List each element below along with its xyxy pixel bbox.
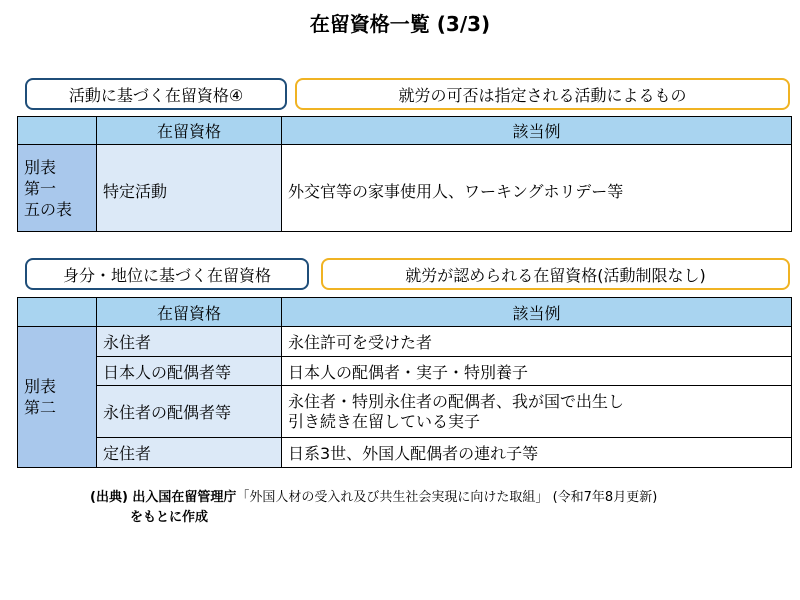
status-table-status xyxy=(17,297,792,468)
example-cell: 日系3世、外国人配偶者の連れ子等 xyxy=(282,438,792,468)
status-name-cell: 特定活動 xyxy=(97,145,282,232)
table-row xyxy=(18,327,792,357)
source-line xyxy=(90,488,657,508)
category-line: 別表 xyxy=(24,377,57,396)
work-permission-note-activity: 就労の可否は指定される活動によるもの xyxy=(295,78,790,110)
header-example: 該当例 xyxy=(282,117,792,145)
status-table-activity xyxy=(17,116,792,232)
example-line: 永住者・特別永住者の配偶者、我が国で出生し xyxy=(288,391,625,411)
header-status: 在留資格 xyxy=(97,117,282,145)
category-line: 別表 xyxy=(24,157,57,177)
source-date: (令和7年8月更新) xyxy=(552,490,658,505)
source-prefix: (出典) 出入国在留管理庁 xyxy=(90,490,237,505)
header-blank-cell xyxy=(18,117,97,145)
status-name-cell: 永住者 xyxy=(97,327,282,357)
example-cell: 永住許可を受けた者 xyxy=(282,327,792,357)
page-title: 在留資格一覧 (3/3) xyxy=(309,12,491,36)
status-name-cell: 日本人の配偶者等 xyxy=(97,357,282,386)
source-note xyxy=(90,488,657,528)
header-blank-cell xyxy=(18,298,97,327)
category-cell xyxy=(18,145,97,232)
table-row xyxy=(18,386,792,438)
status-name-cell: 定住者 xyxy=(97,438,282,468)
source-line2: をもとに作成 xyxy=(130,510,209,525)
table-header-row xyxy=(18,298,792,327)
header-example: 該当例 xyxy=(282,298,792,327)
work-permission-note-status: 就労が認められる在留資格(活動制限なし) xyxy=(321,258,790,290)
category-label-status: 身分・地位に基づく在留資格 xyxy=(25,258,309,290)
table-header-row xyxy=(18,117,792,145)
example-cell xyxy=(282,386,792,438)
category-cell xyxy=(18,327,97,468)
header-status: 在留資格 xyxy=(97,298,282,327)
table-row xyxy=(18,145,792,232)
category-line: 第一 xyxy=(24,178,57,198)
source-quote: 「外国人材の受入れ及び共生社会実現に向けた取組」 xyxy=(236,490,549,505)
category-line: 五の表 xyxy=(24,199,73,219)
status-name-cell: 永住者の配偶者等 xyxy=(97,386,282,438)
category-label-activity: 活動に基づく在留資格④ xyxy=(25,78,287,110)
category-line: 第二 xyxy=(24,398,57,417)
table-row xyxy=(18,357,792,386)
table-row xyxy=(18,438,792,468)
example-cell: 日本人の配偶者・実子・特別養子 xyxy=(282,357,792,386)
example-line: 引き続き在留している実子 xyxy=(288,411,481,431)
example-cell: 外交官等の家事使用人、ワーキングホリデー等 xyxy=(282,145,792,232)
